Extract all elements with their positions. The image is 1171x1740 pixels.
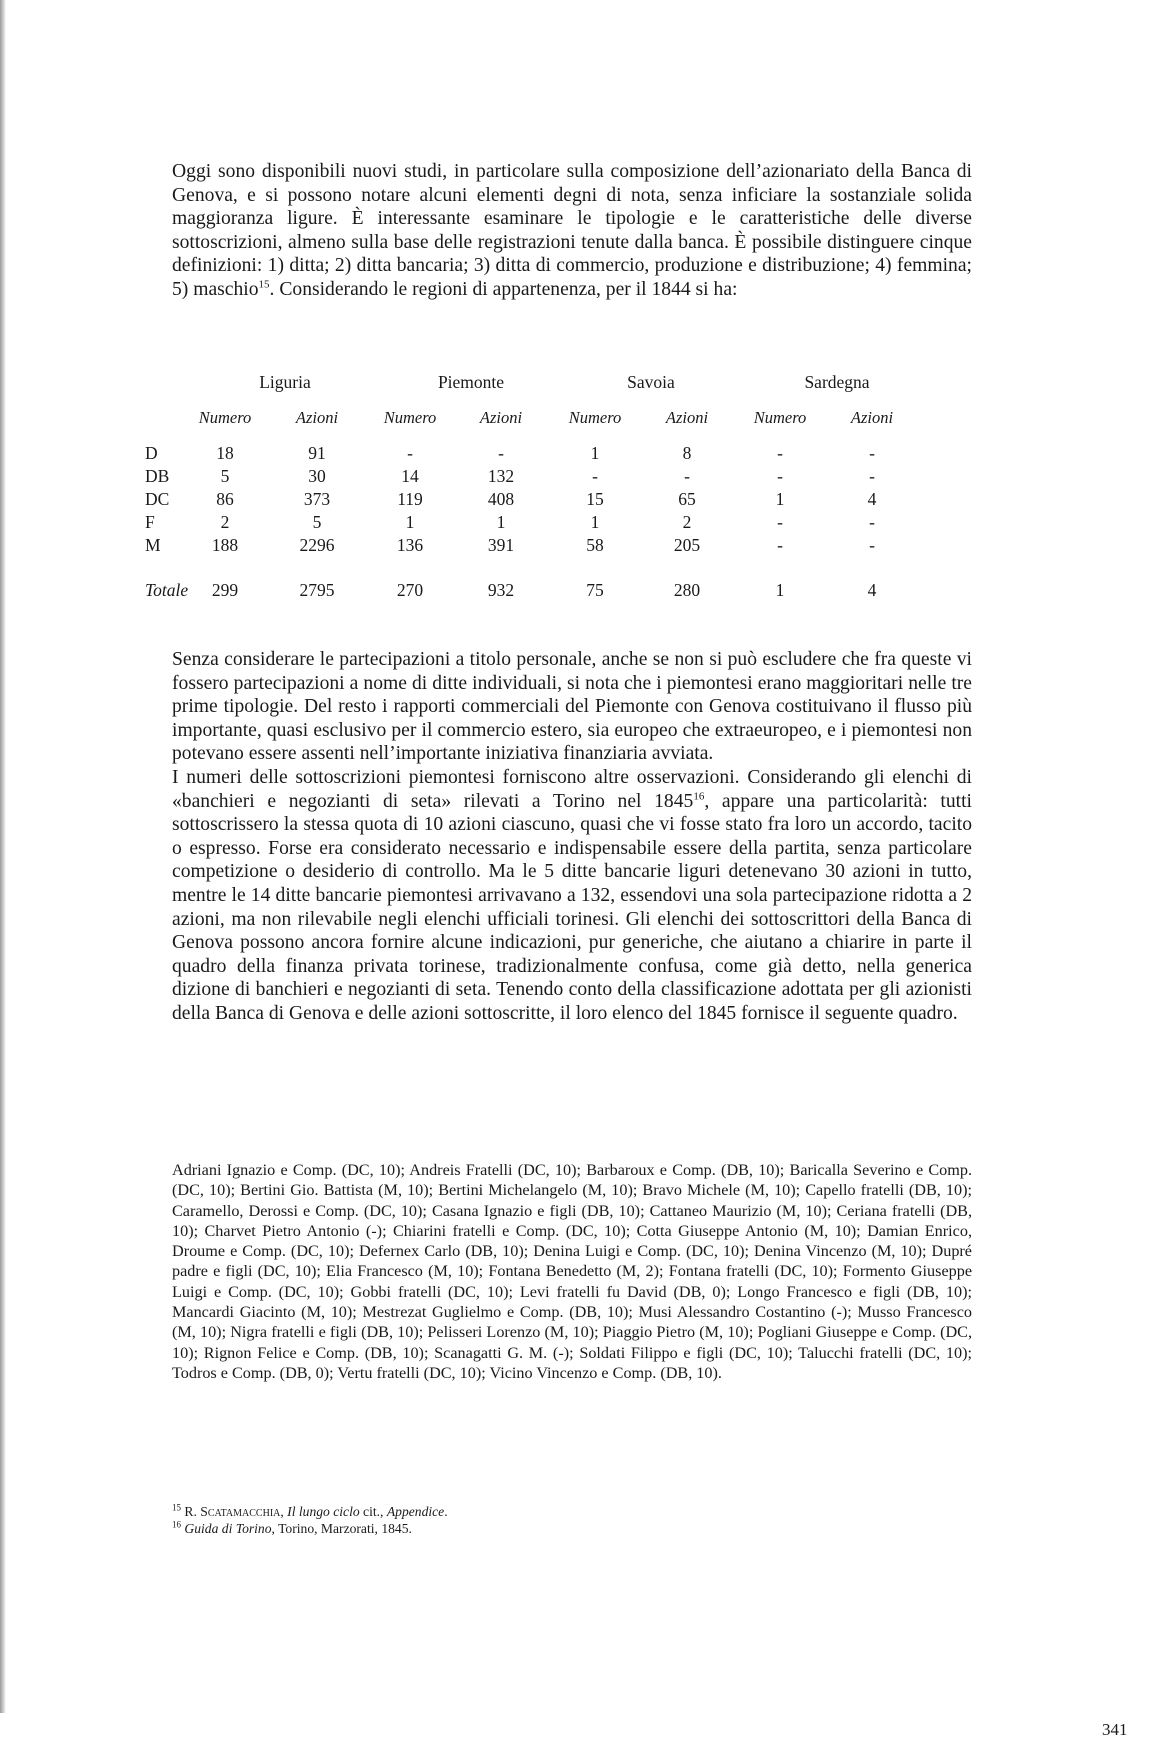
table-cell: 5 (220, 466, 230, 486)
table-cell: 2 (682, 512, 692, 532)
table-cell: 2 (220, 512, 230, 532)
total-cell: 1 (775, 580, 785, 600)
footnote-extra: Appendice (386, 1504, 445, 1519)
table-cell: 1 (590, 443, 600, 463)
col-header-numero: Numero (753, 408, 807, 427)
table-cell: 58 (586, 535, 604, 555)
table-cell: - (592, 466, 598, 486)
table-cell: 132 (487, 466, 515, 486)
total-cell: 299 (211, 580, 239, 600)
intro-text: Oggi sono disponibili nuovi studi, in particolare sulla composizione dell’azionariato della Banca di Genova, e si possono notare alcuni elementi degni di nota, senza inficiare la sostanziale solida maggioranza ligure. È interessante esaminare le tipologie e le caratteristiche delle diverse sottoscrizioni, almeno sulla base delle registrazioni tenute dalla banca. È possibile distinguere cinque definizioni: 1) ditta; 2) ditta bancaria; 3) ditta di commercio, produzione e distribuzione; 4) femmina; 5) maschio (172, 161, 972, 300)
table-cell: 373 (303, 489, 331, 509)
col-header-azioni: Azioni (295, 408, 339, 427)
paragraph-3-text-a: I numeri delle sottoscrizioni piemontesi forniscono altre osservazioni. Considerando gli elenchi di «banchieri e negozianti di seta» rilevati a Torino nel 1845 (172, 766, 972, 812)
row-label: D (145, 443, 158, 463)
footnote-title: Guida di Torino (184, 1521, 272, 1536)
col-header-numero: Numero (383, 408, 437, 427)
footnote-end: . (444, 1504, 448, 1519)
paragraph-2 (172, 648, 972, 766)
total-cell: 932 (487, 580, 515, 600)
page-number: 341 (1102, 1720, 1128, 1739)
table-cell: - (869, 466, 875, 486)
total-cell: 75 (586, 580, 604, 600)
table-cell: 1 (590, 512, 600, 532)
table-cell: 205 (673, 535, 701, 555)
table-cell: 65 (678, 489, 696, 509)
table-cell: - (869, 535, 875, 555)
table-cell: - (777, 535, 783, 555)
footnote-ref-16: 16 (693, 790, 705, 803)
table-cell: 188 (211, 535, 239, 555)
table-cell: 4 (867, 489, 877, 509)
total-cell: 270 (396, 580, 424, 600)
total-cell: 280 (673, 580, 701, 600)
footnote-mid: cit., (359, 1504, 387, 1519)
footnote-15: $^{15}$ R. Scatamacchia, Il lungo ciclo cit., Appendice. (172, 1502, 448, 1519)
total-cell: 4 (867, 580, 877, 600)
table-cell: 86 (216, 489, 234, 509)
subscriber-list: Adriani Ignazio e Comp. (DC, 10); Andreis Fratelli (DC, 10); Barbaroux e Comp. (DB, 10); Baricalla Severino e Comp. (DC, 10); Bertini Gio. Battista (M, 10); Bertini Michelangelo (M, 10); Bravo Michele (M, 10); Capello fratelli (DB, 10); Caramello, Derossi e Comp. (DC, 10); Casana Ignazio e figli (DB, 10); Cattaneo Maurizio (M, 10); Ceriana fratelli (DB, 10); Charvet Pietro Antonio (-); Chiarini fratelli e Comp. (DC, 10); Cotta Giuseppe Antonio (M, 10); Damian Enrico, Droume e Comp. (DC, 10); Defernex Carlo (DB, 10); Denina Luigi e Comp. (DC, 10); Denina Vincenzo (M, 10); Dupré padre e figli (DC, 10); Elia Francesco (M, 10); Fontana Benedetto (M, 2); Fontana fratelli (DC, 10); Formento Giuseppe Luigi e Comp. (DC, 10); Gobbi fratelli (DC, 10); Levi fratelli fu David (DB, 0); Longo Francesco e figli (DB, 10); Mancardi Giacinto (M, 10); Mestrezat Guglielmo e Comp. (DB, 10); Musi Alessandro Costantino (-); Musso Francesco (M, 10); Nigra fratelli e figli (DB, 10); Pelisseri Lorenzo (M, 10); Piaggio Pietro (M, 10); Pogliani Giuseppe e Comp. (DC, 10); Rignon Felice e Comp. (DB, 10); Scanagatti G. M. (-); Soldati Filippo e figli (DC, 10); Talucchi fratelli (DC, 10); Todros e Comp. (DB, 0); Vertu fratelli (DC, 10); Vicino Vincenzo e Comp. (DB, 10). (172, 1161, 972, 1382)
book-spine-shadow (0, 0, 6, 1713)
footnote-author: R. Scatamacchia (184, 1504, 281, 1519)
table-cell: 1 (405, 512, 415, 532)
col-header-azioni: Azioni (665, 408, 709, 427)
footnote-ref-15: 15 (258, 278, 270, 291)
total-cell: 2795 (299, 580, 335, 600)
table-cell: 136 (396, 535, 424, 555)
col-header-azioni: Azioni (850, 408, 894, 427)
table-cell: 30 (308, 466, 326, 486)
body-text-2 (172, 648, 972, 1026)
table-cell: - (407, 443, 413, 463)
table-cell: 18 (216, 443, 234, 463)
table-cell: 391 (487, 535, 515, 555)
table-cell: - (684, 466, 690, 486)
table-cell: - (498, 443, 504, 463)
region-header-savoia: Savoia (627, 372, 675, 392)
region-header-piemonte: Piemonte (437, 372, 505, 392)
paragraph-3-text-b: , appare una particolarità: tutti sottoscrissero la stessa quota di 10 azioni ciascuno, quasi che vi fosse stato fra loro un accordo, tacito o espresso. Forse era considerato necessario e indispensabile essere della partita, senza particolare competizione o desiderio di controllo. Ma le 5 ditte bancarie liguri detenevano 30 azioni in tutto, mentre le 14 ditte bancarie piemontesi arrivavano a 132, essendovi una sola partecipazione ridotta a 2 azioni, ma non rilevabile negli elenchi ufficiali torinesi. Gli elenchi dei sottoscrittori della Banca di Genova possono ancora fornire alcune indicazioni, pur generiche, che aiutano a chiarire in parte il quadro della finanza privata torinese, tradizionalmente confusa, come già detto, nella generica dizione di banchieri e negozianti di seta. Tenendo conto della classificazione adottata per gli azionisti della Banca di Genova e delle azioni sottoscritte, il loro elenco del 1845 fornisce il seguente quadro. (172, 790, 972, 1024)
col-header-azioni: Azioni (479, 408, 523, 427)
row-label: F (145, 512, 155, 532)
footnote-16 (172, 1520, 972, 1537)
col-header-numero: Numero (568, 408, 622, 427)
table-cell: 1 (496, 512, 506, 532)
table-cell: 91 (308, 443, 326, 463)
row-label: DB (145, 466, 170, 486)
table-cell: - (869, 512, 875, 532)
intro-paragraph (172, 160, 972, 302)
footnotes (172, 1503, 972, 1537)
row-label: M (145, 535, 161, 555)
table-cell: 8 (682, 443, 692, 463)
row-label: DC (145, 489, 170, 509)
total-row-label: Totale (145, 580, 189, 600)
page-content (145, 160, 1128, 1739)
intro-text-end: . Considerando le regioni di appartenenza, per il 1844 si ha: (269, 278, 738, 300)
table-cell: - (777, 443, 783, 463)
footnote-number: 15 (172, 1502, 181, 1513)
table-cell: 14 (401, 466, 419, 486)
table-cell: - (777, 466, 783, 486)
table-cell: 2296 (299, 535, 335, 555)
shareholders-table (145, 372, 972, 622)
table-cell: - (777, 512, 783, 532)
region-header-sardegna: Sardegna (804, 372, 870, 392)
region-header-liguria: Liguria (259, 372, 311, 392)
table-cell: 5 (312, 512, 322, 532)
table-cell: 15 (586, 489, 604, 509)
footnote-title: Il lungo ciclo (287, 1504, 360, 1519)
paragraph-2-text: Senza considerare le partecipazioni a titolo personale, anche se non si può escludere che fra queste vi fossero partecipazioni a nome di ditte individuali, si nota che i piemontesi erano maggioritari nelle tre prime tipologie. Del resto i rapporti commerciali del Piemonte con Genova costituivano il flusso più importante, quasi esclusivo per il commercio estero, sia europeo che extraeuropeo, e i piemontesi non potevano essere assenti nell’importante iniziativa finanziaria avviata. (172, 649, 972, 765)
paragraph-3 (172, 766, 972, 1026)
footnote-rest: , Torino, Marzorati, 1845. (271, 1521, 412, 1536)
col-header-numero: Numero (198, 408, 252, 427)
table-cell: - (869, 443, 875, 463)
table-cell: 1 (775, 489, 785, 509)
footnote-number: 16 (172, 1519, 181, 1530)
table-cell: 408 (487, 489, 515, 509)
table-cell: 119 (397, 489, 423, 509)
